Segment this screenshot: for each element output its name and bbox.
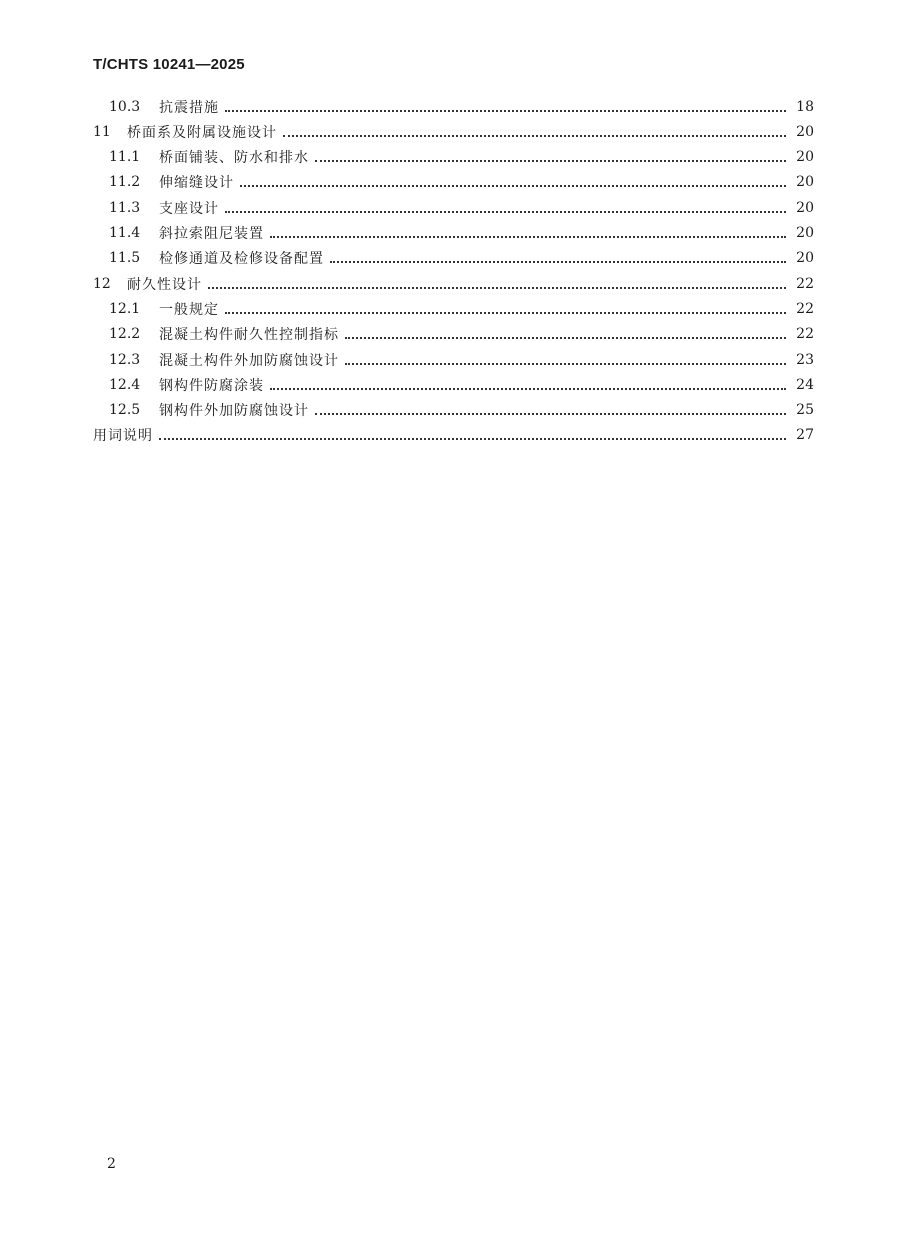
toc-entry-title: 用词说明 xyxy=(93,428,153,445)
document-code: T/CHTS 10241—2025 xyxy=(93,56,245,73)
toc-entry-page: 20 xyxy=(796,199,814,216)
toc-entry-title: 桥面铺装、防水和排水 xyxy=(159,150,309,167)
toc-entry-number: 11.3 xyxy=(109,199,141,216)
toc-entry-page: 22 xyxy=(796,275,814,292)
toc-entry[interactable] xyxy=(93,119,814,144)
toc-entry-page: 25 xyxy=(796,402,814,419)
toc-entry-title: 伸缩缝设计 xyxy=(159,175,234,192)
toc-entry-number: 12.1 xyxy=(109,300,141,317)
toc-dot-leader xyxy=(225,312,786,314)
toc-entry-page: 23 xyxy=(796,351,814,368)
toc-entry-title: 抗震措施 xyxy=(159,99,219,116)
toc-entry[interactable] xyxy=(93,246,814,271)
toc-entry-number: 11.2 xyxy=(109,174,141,191)
toc-entry[interactable] xyxy=(93,372,814,397)
toc-dot-leader xyxy=(345,337,786,339)
toc-entry[interactable] xyxy=(93,423,814,448)
toc-entry-page: 20 xyxy=(796,149,814,166)
toc-entry[interactable] xyxy=(93,145,814,170)
toc-entry-number: 11.1 xyxy=(109,149,141,166)
toc-entry[interactable] xyxy=(93,170,814,195)
toc-entry-title: 桥面系及附属设施设计 xyxy=(127,124,277,141)
toc-entry-page: 22 xyxy=(796,326,814,343)
toc-entry[interactable] xyxy=(93,398,814,423)
toc-entry-page: 27 xyxy=(796,427,814,444)
toc-entry[interactable] xyxy=(93,296,814,321)
toc-entry[interactable] xyxy=(93,322,814,347)
toc-entry-number: 11.5 xyxy=(109,250,141,267)
toc-entry[interactable] xyxy=(93,221,814,246)
toc-entry-page: 20 xyxy=(796,225,814,241)
toc-entry-number: 12.2 xyxy=(109,326,141,343)
toc-entry[interactable] xyxy=(93,271,814,296)
toc-entry-number: 12.4 xyxy=(109,376,141,393)
toc-dot-leader xyxy=(208,287,786,289)
toc-dot-leader xyxy=(240,185,786,187)
toc-dot-leader xyxy=(225,110,786,112)
toc-entry-title: 斜拉索阻尼装置 xyxy=(159,226,264,242)
toc-entry-title: 混凝土构件耐久性控制指标 xyxy=(159,327,339,344)
toc-entry-title: 钢构件防腐涂装 xyxy=(159,377,264,394)
toc-dot-leader xyxy=(315,413,786,415)
toc-dot-leader xyxy=(159,438,786,440)
toc-entry-page: 20 xyxy=(796,250,814,267)
toc-dot-leader xyxy=(345,363,786,365)
toc-dot-leader xyxy=(330,261,786,263)
toc-entry-page: 20 xyxy=(796,174,814,191)
toc-entry-page: 18 xyxy=(796,98,814,115)
toc-dot-leader xyxy=(225,211,786,213)
toc-entry-title: 混凝土构件外加防腐蚀设计 xyxy=(159,352,339,369)
toc-dot-leader xyxy=(270,388,786,390)
toc-entry[interactable] xyxy=(93,94,814,119)
page-number: 2 xyxy=(107,1156,116,1172)
toc-entry[interactable] xyxy=(93,195,814,220)
toc-entry[interactable] xyxy=(93,347,814,372)
toc-entry-title: 耐久性设计 xyxy=(127,276,202,293)
toc-entry-number: 12 xyxy=(93,275,111,292)
toc-entry-title: 检修通道及检修设备配置 xyxy=(159,251,324,268)
toc-dot-leader xyxy=(270,236,786,238)
toc-entry-number: 12.3 xyxy=(109,351,141,368)
toc-entry-page: 20 xyxy=(796,123,814,140)
toc-entry-number: 11 xyxy=(93,123,111,140)
toc-entry-title: 支座设计 xyxy=(159,200,219,217)
toc-entry-number: 10.3 xyxy=(109,98,141,115)
toc-entry-title: 钢构件外加防腐蚀设计 xyxy=(159,403,309,420)
toc-dot-leader xyxy=(315,160,786,162)
toc-entry-number: 12.5 xyxy=(109,402,141,419)
toc-dot-leader xyxy=(283,135,786,137)
toc-entry-number: 11.4 xyxy=(109,225,141,241)
toc-entry-title: 一般规定 xyxy=(159,301,219,318)
toc-entry-page: 22 xyxy=(796,300,814,317)
toc-entry-page: 24 xyxy=(796,376,814,393)
